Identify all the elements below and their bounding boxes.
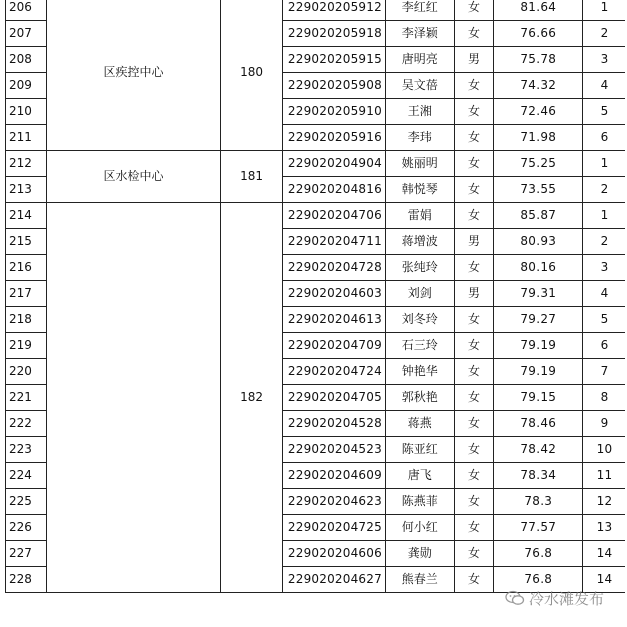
seq-cell: 224: [6, 463, 47, 489]
score-cell: 78.34: [494, 463, 583, 489]
score-cell: 78.3: [494, 489, 583, 515]
exam-id-cell: 229020204728: [282, 255, 385, 281]
gender-cell: 女: [454, 307, 494, 333]
name-cell: 刘剑: [385, 281, 454, 307]
wechat-bubble-icon: [505, 590, 525, 610]
gender-cell: 女: [454, 255, 494, 281]
name-cell: 李红红: [385, 0, 454, 21]
gender-cell: 女: [454, 463, 494, 489]
seq-cell: 221: [6, 385, 47, 411]
name-cell: 陈亚红: [385, 437, 454, 463]
results-table: [5, 0, 627, 593]
exam-id-cell: 229020204627: [282, 567, 385, 593]
score-cell: 76.66: [494, 21, 583, 47]
position-code-cell: 181: [221, 151, 283, 203]
unit-cell: 区水检中心: [46, 151, 220, 203]
name-cell: 钟艳华: [385, 359, 454, 385]
gender-cell: 女: [454, 177, 494, 203]
table-row: [6, 151, 627, 177]
seq-cell: 215: [6, 229, 47, 255]
exam-id-cell: 229020204606: [282, 541, 385, 567]
seq-cell: 225: [6, 489, 47, 515]
name-cell: 韩悦琴: [385, 177, 454, 203]
rank-cell: 2: [583, 177, 627, 203]
exam-id-cell: 229020204705: [282, 385, 385, 411]
gender-cell: 女: [454, 489, 494, 515]
name-cell: 熊春兰: [385, 567, 454, 593]
exam-id-cell: 229020204904: [282, 151, 385, 177]
exam-id-cell: 229020204709: [282, 333, 385, 359]
name-cell: 蒋增波: [385, 229, 454, 255]
gender-cell: 女: [454, 0, 494, 21]
score-cell: 80.93: [494, 229, 583, 255]
unit-cell: [46, 203, 220, 593]
exam-id-cell: 229020204523: [282, 437, 385, 463]
name-cell: 唐飞: [385, 463, 454, 489]
exam-id-cell: 229020205908: [282, 73, 385, 99]
gender-cell: 女: [454, 411, 494, 437]
rank-cell: 6: [583, 333, 627, 359]
rank-cell: 9: [583, 411, 627, 437]
rank-cell: 1: [583, 151, 627, 177]
rank-cell: 11: [583, 463, 627, 489]
seq-cell: 216: [6, 255, 47, 281]
rank-cell: 13: [583, 515, 627, 541]
exam-id-cell: 229020204603: [282, 281, 385, 307]
name-cell: 陈燕菲: [385, 489, 454, 515]
score-cell: 74.32: [494, 73, 583, 99]
name-cell: 李玮: [385, 125, 454, 151]
score-cell: 75.25: [494, 151, 583, 177]
exam-id-cell: 229020204613: [282, 307, 385, 333]
exam-id-cell: 229020204706: [282, 203, 385, 229]
exam-id-cell: 229020205916: [282, 125, 385, 151]
name-cell: 王湘: [385, 99, 454, 125]
seq-cell: 209: [6, 73, 47, 99]
name-cell: 郭秋艳: [385, 385, 454, 411]
score-cell: 71.98: [494, 125, 583, 151]
gender-cell: 女: [454, 73, 494, 99]
seq-cell: 227: [6, 541, 47, 567]
rank-cell: 3: [583, 255, 627, 281]
gender-cell: 女: [454, 385, 494, 411]
exam-id-cell: 229020204724: [282, 359, 385, 385]
name-cell: 吴文蓓: [385, 73, 454, 99]
seq-cell: 218: [6, 307, 47, 333]
name-cell: 石三玲: [385, 333, 454, 359]
exam-id-cell: 229020204711: [282, 229, 385, 255]
score-cell: 79.19: [494, 333, 583, 359]
rank-cell: 10: [583, 437, 627, 463]
position-code-cell: 180: [221, 0, 283, 151]
exam-id-cell: 229020204816: [282, 177, 385, 203]
gender-cell: 男: [454, 281, 494, 307]
gender-cell: 女: [454, 567, 494, 593]
score-cell: 80.16: [494, 255, 583, 281]
seq-cell: 213: [6, 177, 47, 203]
rank-cell: 5: [583, 99, 627, 125]
exam-id-cell: 229020204609: [282, 463, 385, 489]
name-cell: 唐明亮: [385, 47, 454, 73]
score-cell: 85.87: [494, 203, 583, 229]
gender-cell: 女: [454, 515, 494, 541]
rank-cell: 8: [583, 385, 627, 411]
score-cell: 78.46: [494, 411, 583, 437]
gender-cell: 女: [454, 21, 494, 47]
position-code-cell: 182: [221, 203, 283, 593]
score-cell: 79.27: [494, 307, 583, 333]
gender-cell: 男: [454, 229, 494, 255]
score-cell: 72.46: [494, 99, 583, 125]
score-cell: 76.8: [494, 541, 583, 567]
name-cell: 蒋燕: [385, 411, 454, 437]
seq-cell: 219: [6, 333, 47, 359]
score-cell: 78.42: [494, 437, 583, 463]
seq-cell: 210: [6, 99, 47, 125]
name-cell: 刘冬玲: [385, 307, 454, 333]
seq-cell: 223: [6, 437, 47, 463]
rank-cell: 1: [583, 0, 627, 21]
name-cell: 张纯玲: [385, 255, 454, 281]
gender-cell: 女: [454, 151, 494, 177]
score-cell: 76.8: [494, 567, 583, 593]
seq-cell: 228: [6, 567, 47, 593]
seq-cell: 217: [6, 281, 47, 307]
gender-cell: 女: [454, 125, 494, 151]
seq-cell: 211: [6, 125, 47, 151]
exam-id-cell: 229020204725: [282, 515, 385, 541]
score-cell: 79.15: [494, 385, 583, 411]
seq-cell: 222: [6, 411, 47, 437]
name-cell: 姚丽明: [385, 151, 454, 177]
exam-id-cell: 229020205912: [282, 0, 385, 21]
gender-cell: 女: [454, 359, 494, 385]
seq-cell: 206: [6, 0, 47, 21]
rank-cell: 12: [583, 489, 627, 515]
gender-cell: 女: [454, 333, 494, 359]
name-cell: 龚勋: [385, 541, 454, 567]
score-cell: 81.64: [494, 0, 583, 21]
gender-cell: 女: [454, 541, 494, 567]
rank-cell: 4: [583, 73, 627, 99]
score-cell: 79.19: [494, 359, 583, 385]
rank-cell: 7: [583, 359, 627, 385]
watermark-text: 冷水滩发布: [529, 590, 605, 608]
seq-cell: 208: [6, 47, 47, 73]
rank-cell: 4: [583, 281, 627, 307]
seq-cell: 220: [6, 359, 47, 385]
table-row: [6, 203, 627, 229]
gender-cell: 女: [454, 437, 494, 463]
rank-cell: 2: [583, 21, 627, 47]
gender-cell: 女: [454, 99, 494, 125]
exam-id-cell: 229020205915: [282, 47, 385, 73]
exam-id-cell: 229020204623: [282, 489, 385, 515]
name-cell: 李泽颖: [385, 21, 454, 47]
seq-cell: 212: [6, 151, 47, 177]
score-cell: 73.55: [494, 177, 583, 203]
gender-cell: 男: [454, 47, 494, 73]
exam-id-cell: 229020204528: [282, 411, 385, 437]
name-cell: 何小红: [385, 515, 454, 541]
score-cell: 77.57: [494, 515, 583, 541]
seq-cell: 207: [6, 21, 47, 47]
rank-cell: 14: [583, 541, 627, 567]
rank-cell: 6: [583, 125, 627, 151]
rank-cell: 2: [583, 229, 627, 255]
score-cell: 79.31: [494, 281, 583, 307]
seq-cell: 214: [6, 203, 47, 229]
exam-id-cell: 229020205910: [282, 99, 385, 125]
rank-cell: 3: [583, 47, 627, 73]
score-cell: 75.78: [494, 47, 583, 73]
exam-id-cell: 229020205918: [282, 21, 385, 47]
rank-cell: 5: [583, 307, 627, 333]
gender-cell: 女: [454, 203, 494, 229]
rank-cell: 14: [583, 567, 627, 593]
watermark: [505, 588, 604, 610]
seq-cell: 226: [6, 515, 47, 541]
table-row: [6, 0, 627, 21]
name-cell: 雷娟: [385, 203, 454, 229]
unit-cell: 区疾控中心: [46, 0, 220, 151]
rank-cell: 1: [583, 203, 627, 229]
